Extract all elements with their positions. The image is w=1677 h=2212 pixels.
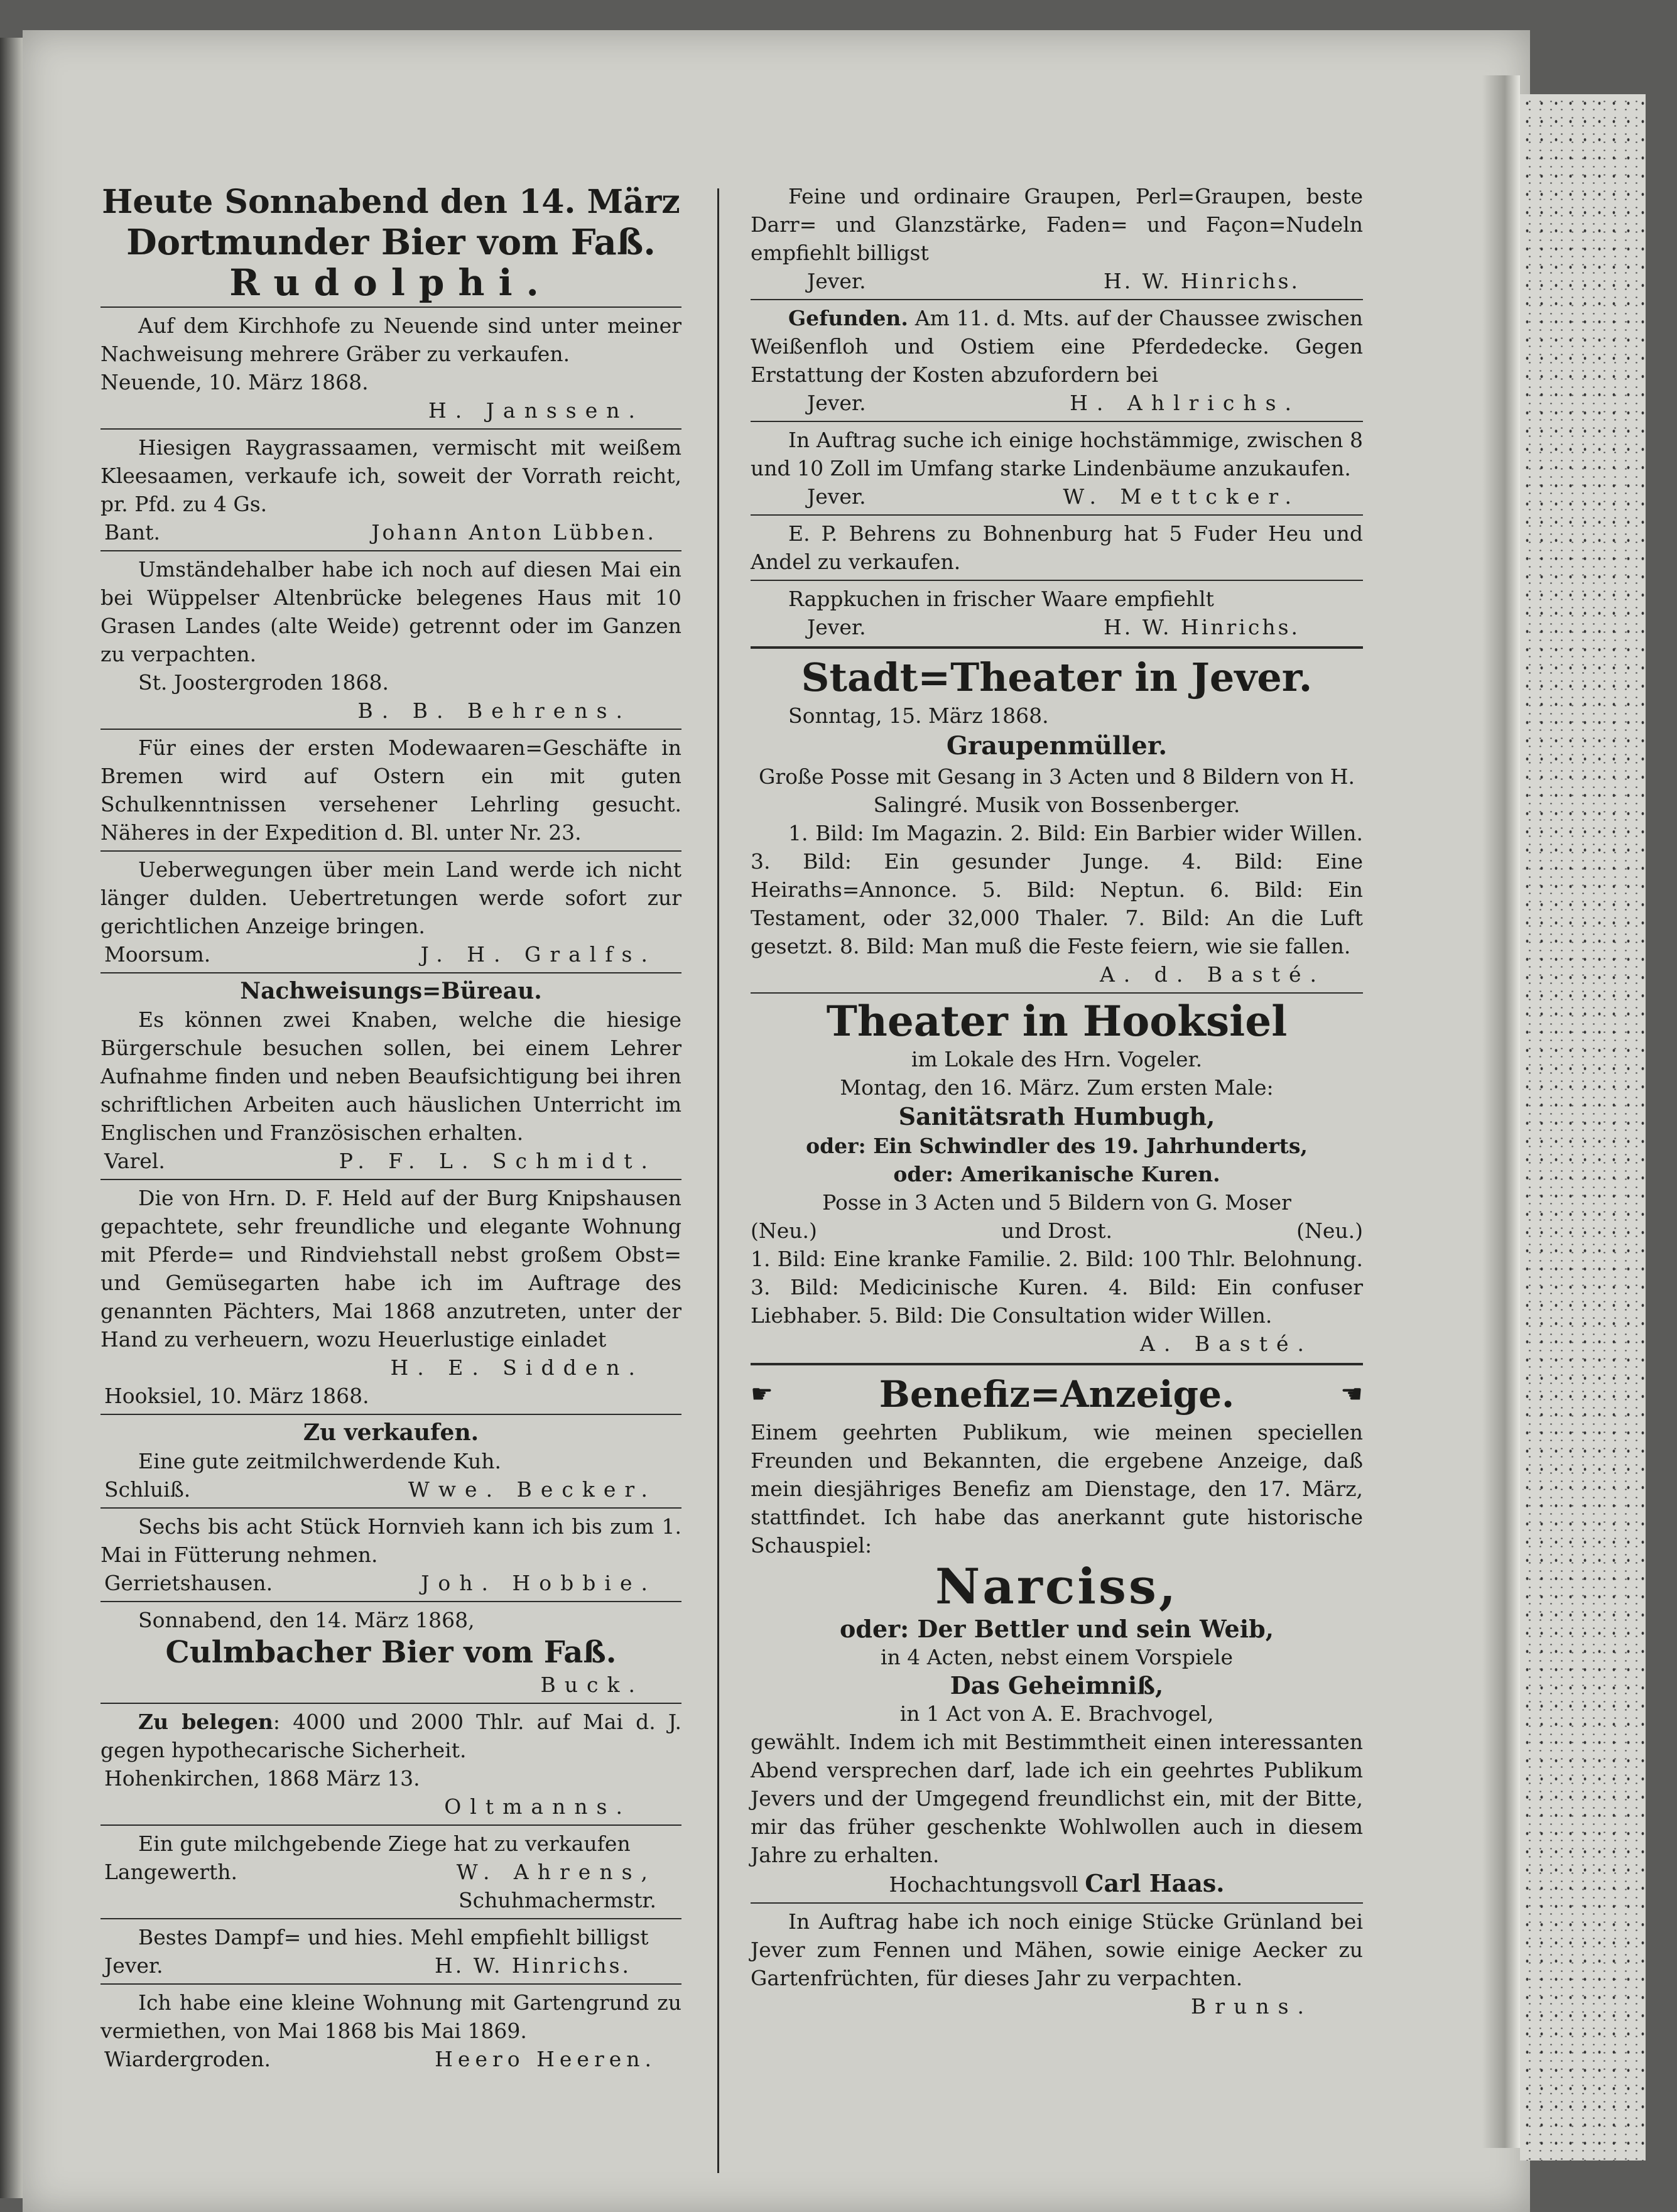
ad-signature: Wwe. Becker. [408,1477,656,1502]
ad-date: Sonntag, 15. März 1868. [788,703,1049,728]
ad-signature: Rudolphi. [229,261,553,304]
ad-signature: Joh. Hobbie. [421,1571,656,1595]
ad-place: Moorsum. [104,942,211,967]
ad-gralfs [100,855,681,968]
ad-signature: H. Ahlrichs. [1070,391,1300,415]
ad-title: Gefunden. [788,306,908,330]
ad-place: Jever. [807,269,866,293]
ad-graupen [751,182,1363,295]
ad-signature: H. Janssen. [428,398,644,423]
ad-place: Varel. [104,1149,165,1173]
ad-text: In Auftrag suche ich einige hochstämmige, zwischen 8 und 10 Zoll im Umfang starke Lindenbäume anzukaufen. [751,428,1363,480]
ad-signature: W. Mettcker. [1063,484,1300,509]
ad-kuh [100,1419,681,1504]
ad-text: 1. Bild: Eine kranke Familie. 2. Bild: 100 Thlr. Belohnung. 3. Bild: Medicinische Kuren. 4. Bild: Ein confuser Liebhaber. 5. Bild: Die Consultation wider Willen. [751,1247,1363,1328]
ad-place: Wiardergroden. [104,2047,271,2071]
ad-heading: Culmbacher Bier vom Faß. [165,1635,617,1670]
book-edge-speckle [1520,94,1646,2160]
ad-title: Zu belegen [138,1710,273,1734]
ad-text: in 4 Acten, nebst einem Vorspiele [880,1645,1234,1669]
ad-text: Für eines der ersten Modewaaren=Geschäfte in Bremen wird auf Ostern ein mit guten Schulkenntnissen versehener Lehrling gesucht. Näheres in der Expedition d. Bl. unter Nr. 23. [100,735,681,845]
ad-hooksiel [751,997,1363,1358]
ad-heading: Dortmunder Bier vom Faß. [126,222,656,263]
ad-place: Hooksiel, 10. März 1868. [104,1384,369,1408]
pointing-hand-right-icon: ☛ [751,1379,773,1409]
ad-text: Ueberwegungen über mein Land werde ich nicht länger dulden. Uebertretungen werde sofort zur gerichtlichen Anzeige bringen. [100,857,681,938]
play-title: Graupenmüller. [946,731,1168,761]
ad-signature: W. Ahrens, [456,1860,656,1884]
ad-dortmunder [100,182,681,303]
play-title: Narciss, [935,1558,1179,1615]
divider [100,1918,681,1919]
ad-text: Ich habe eine kleine Wohnung mit Gartengrund zu vermiethen, von Mai 1868 bis Mai 1869. [100,1990,681,2043]
divider [751,421,1363,422]
ad-nachweisung [100,977,681,1175]
ad-text: Am 11. d. Mts. auf der Chaussee zwischen Weißenfloh und Ostiem eine Pferdedecke. Gegen Erstattung der Kosten abzufordern bei [751,306,1363,387]
ad-text: Ein gute milchgebende Ziege hat zu verkaufen [138,1831,631,1856]
play-subtitle: oder: Amerikanische Kuren. [893,1162,1220,1186]
divider [100,1179,681,1180]
ad-heading: Heute Sonnabend den 14. März [102,183,680,221]
ad-text: In Auftrag habe ich noch einige Stücke Grünland bei Jever zum Fennen und Mähen, sowie einige Aecker zu Gartenfrüchten, für dieses Jahr zu verpachten. [751,1909,1363,1990]
divider [751,992,1363,994]
ad-hornvieh [100,1512,681,1597]
ad-signature: Johann Anton Lübben. [371,520,656,545]
ad-signature: H. E. Sidden. [390,1355,644,1380]
ad-text: Einem geehrten Publikum, wie meinen speciellen Freunden und Bekannten, die ergebene Anzeige, daß mein diesjähriges Benefiz am Dienstage, den 17. März, stattfindet. Ich habe das anerkannt gute historische Schauspiel: [751,1420,1363,1558]
ad-signature-title: Schuhmachermstr. [459,1888,656,1912]
divider [100,972,681,973]
ad-signature: Buck. [540,1673,644,1697]
ad-place: Hohenkirchen, 1868 März 13. [104,1766,420,1791]
ad-text: Feine und ordinaire Graupen, Perl=Graupen, beste Darr= und Glanzstärke, Faden= und Façon=Nudeln empfiehlt billigst [751,184,1363,265]
divider [100,1824,681,1826]
column-divider [717,188,719,2173]
ad-text: Eine gute zeitmilchwerdende Kuh. [138,1449,501,1473]
ad-signature: H. W. Hinrichs. [435,1953,631,1978]
ad-signature: B. B. Behrens. [357,698,631,723]
ad-text: Es können zwei Knaben, welche die hiesige Bürgerschule besuchen sollen, bei einem Lehrer Aufnahme finden und neben Beaufsichtigung bei ihren schriftlichen Arbeiten auch häuslichen Unterricht im Englischen und Französischen erhalten. [100,1007,681,1145]
ad-text: E. P. Behrens zu Bohnenburg hat 5 Fuder Heu und Andel zu verkaufen. [751,521,1363,574]
ad-text: im Lokale des Hrn. Vogeler. [911,1047,1203,1071]
ad-text: Die von Hrn. D. F. Held auf der Burg Knipshausen gepachtete, sehr freundliche und elegante Wohnung mit Pferde= und Rindviehstall nebst großem Obst= und Gemüsegarten habe ich im Auftrage des genannten Pächters, Mai 1868 anzutreten, unter der Hand zu verheuern, wozu Heuerlustige einladet [100,1186,681,1352]
ad-signature: A. d. Basté. [1099,962,1325,987]
ad-text: Montag, den 16. März. Zum ersten Male: [840,1075,1274,1100]
ad-signature: Heero Heeren. [435,2047,656,2071]
ad-signature: H. W. Hinrichs. [1104,615,1300,639]
ad-text: Große Posse mit Gesang in 3 Acten und 8 Bildern von H. Salingré. Musik von Bossenberger. [759,764,1355,817]
ad-mehl [100,1923,681,1980]
ad-heu [751,519,1363,576]
ad-signature: Oltmanns. [444,1794,631,1819]
ad-text: in 1 Act von A. E. Brachvogel, [899,1701,1214,1726]
ad-closing: Hochachtungsvoll [889,1872,1078,1897]
left-column [100,182,681,2073]
left-page-edge [0,38,23,2198]
ad-place: Schluiß. [104,1477,191,1502]
ad-place: Jever. [807,391,866,415]
divider [751,1363,1363,1365]
ad-text: Hiesigen Raygrassaamen, vermischt mit weißem Kleesaamen, verkaufe ich, soweit der Vorrath reicht, pr. Pfd. zu 4 Gs. [100,435,681,516]
divider [100,1983,681,1985]
ad-text: Sonnabend, den 14. März 1868, [138,1608,475,1632]
ad-place: Gerrietshausen. [104,1571,273,1595]
play-subtitle: oder: Ein Schwindler des 19. Jahrhunderts, [806,1134,1308,1158]
ad-linden [751,426,1363,511]
ad-text: : 4000 und 2000 Thlr. auf Mai d. J. gegen hypothecarische Sicherheit. [100,1710,681,1762]
ad-text: Bestes Dampf= und hies. Mehl empfiehlt billigst [138,1925,649,1949]
ad-signature: Carl Haas. [1085,1869,1225,1897]
play-subtitle: Das Geheimniß, [950,1671,1164,1700]
ad-text: Sechs bis acht Stück Hornvieh kann ich bis zum 1. Mai in Fütterung nehmen. [100,1514,681,1567]
ad-signature: H. W. Hinrichs. [1104,269,1300,293]
ad-benefiz [751,1370,1363,1899]
right-column [751,182,1363,2020]
ad-culmbacher [100,1606,681,1699]
ad-altenbruecke [100,555,681,725]
divider [100,306,681,308]
play-subtitle: oder: Der Bettler und sein Weib, [840,1615,1274,1643]
ad-place: St. Joostergroden 1868. [138,670,389,695]
ad-heading: Benefiz=Anzeige. [879,1373,1235,1416]
divider [751,646,1363,649]
divider [751,299,1363,300]
ad-place: Jever. [807,484,866,509]
ad-text: (Neu.) [751,1218,817,1243]
ad-signature: J. H. Gralfs. [420,942,656,967]
ad-gefunden [751,304,1363,417]
ad-knipshausen [100,1184,681,1410]
ad-heading: Theater in Hooksiel [826,997,1288,1046]
page-right-edge [1482,75,1520,2148]
ad-lehrling [100,734,681,847]
ad-raygras [100,433,681,546]
ad-text: Posse in 3 Acten und 5 Bildern von G. Moser [822,1190,1291,1215]
ad-title: Nachweisungs=Büreau. [240,978,542,1004]
ad-rappkuchen [751,585,1363,641]
ad-belegen [100,1708,681,1821]
ad-stadttheater [751,654,1363,989]
ad-text: 1. Bild: Im Magazin. 2. Bild: Ein Barbier wider Willen. 3. Bild: Ein gesunder Junge. 4. Bild: Eine Heiraths=Annonce. 5. Bild: Neptun. 6. Bild: Ein Testament, oder 32,000 Thaler. 7. Bild: An die Luft gesetzt. 8. Bild: Man muß die Feste feiern, wie sie fallen. [751,821,1363,958]
ad-text: gewählt. Indem ich mit Bestimmtheit einen interessanten Abend versprechen darf, lade ich ein geehrtes Publikum Jevers und der Umgegend freundlichst ein, mit der Bitte, mir das früher geschenkte Wohlwollen auch in diesem Jahre zu erhalten. [751,1730,1363,1867]
divider [100,550,681,551]
divider [100,1601,681,1602]
ad-text: (Neu.) [1296,1218,1363,1243]
ad-title: Zu verkaufen. [303,1419,479,1446]
divider [751,580,1363,581]
ad-text: Umständehalber habe ich noch auf diesen Mai ein bei Wüppelser Altenbrücke belegenes Haus mit 10 Grasen Landes (alte Weide) getrennt oder im Ganzen zu verpachten. [100,557,681,666]
play-title: Sanitätsrath Humbugh, [898,1102,1215,1130]
ad-place: Jever. [104,1953,163,1978]
ad-place: Jever. [807,615,866,639]
ad-place: Langewerth. [104,1860,238,1884]
ad-graeber [100,312,681,425]
ad-signature: P. F. L. Schmidt. [339,1149,656,1173]
ad-place: Bant. [104,520,160,545]
divider [100,1507,681,1509]
divider [100,1703,681,1704]
divider [751,1902,1363,1904]
ad-wohnung [100,1988,681,2073]
divider [100,729,681,730]
divider [100,428,681,430]
pointing-hand-left-icon: ☚ [1340,1379,1363,1409]
divider [100,1414,681,1415]
ad-signature: Bruns. [1191,1994,1313,2019]
ad-ziege [100,1830,681,1914]
ad-text: Rappkuchen in frischer Waare empfiehlt [788,587,1214,611]
ad-signature: A. Basté. [1140,1331,1313,1356]
ad-place: Neuende, 10. März 1868. [100,370,369,394]
divider [751,514,1363,516]
ad-text: Auf dem Kirchhofe zu Neuende sind unter meiner Nachweisung mehrere Gräber zu verkaufen. [100,313,681,366]
ad-text: und Drost. [1001,1218,1112,1243]
ad-heading: Stadt=Theater in Jever. [801,654,1313,700]
divider [100,850,681,852]
ad-gruenland [751,1907,1363,2020]
